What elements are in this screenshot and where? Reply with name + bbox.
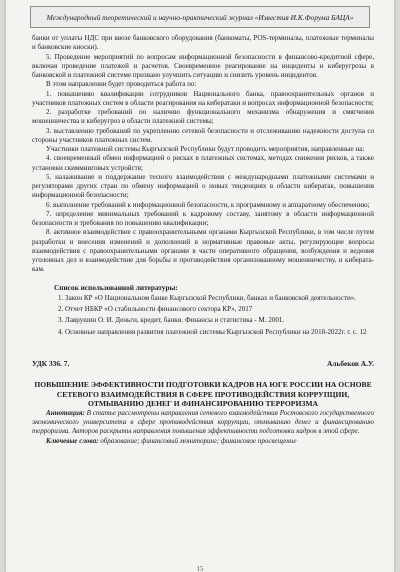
keywords-label: Ключевые слова: bbox=[46, 436, 99, 445]
udk-code: УДК 336. 7. bbox=[32, 358, 70, 368]
keywords-text: образование; финансовый мониторинг; финансовое просвещение bbox=[100, 436, 297, 445]
abstract-label: Аннотация: bbox=[46, 408, 85, 417]
article-title: ПОВЫШЕНИЕ ЭФФЕКТИВНОСТИ ПОДГОТОВКИ КАДРОВ НА ЮГЕ РОССИИ НА ОСНОВЕ СЕТЕВОГО ВЗАИМОДЕЙСТВИЯ В СФЕРЕ ПРОТИВОДЕЙСТВИЯ КОРРУПЦИИ, ОТМЫВАНИЮ ДЕНЕГ И ФИНАНСИРОВАНИЮ ТЕРРОРИЗМА bbox=[34, 380, 372, 409]
paragraph: 2. разработке требований по наличию функционального механизма обнаружения и смягчения мошенничества и киберугроз в области платежной системы; bbox=[32, 108, 374, 126]
reference-item: 3. Лаврушин О. И. Деньги, кредит, банки. Финансы и статистика - М. 2001. bbox=[58, 316, 285, 325]
paragraph: 1. повышению квалификации сотрудников Национального банка, правоохранительных органов и участников платежных систем в области реагирования на кибератаки и вопросах информационной безопасности; bbox=[32, 89, 374, 107]
running-header: Международный теоретический и научно-практический журнал «Известия И.К.Форума БАЦА» bbox=[30, 6, 370, 28]
abstract-text: В статье рассмотрены направления сетевого взаимодействия Ростовского государственного экономического университета в сфере противодействия коррупции, отмыванию денег и финансированию терроризма. Авторов раскрыты направления повышения эффективности подготовки кадров в этой сфере. bbox=[32, 408, 374, 436]
paragraph: Участники платежной системы Кыргызской Республики будут проводить мероприятия, направленные на: bbox=[46, 145, 365, 153]
keywords bbox=[32, 437, 374, 446]
abstract bbox=[32, 409, 374, 437]
paragraph: банки от уплаты НДС при ввозе банковского оборудования (банкоматы, POS-терминалы, платежные терминалы и банковские киоски). bbox=[32, 34, 374, 52]
references-list bbox=[32, 294, 374, 337]
paragraph: 6. выполнение требований к информационной безопасности, к программному и аппаратному обеспечению; bbox=[46, 200, 370, 209]
reference-item: 2. Отчет НБКР «О стабильности финансового сектора КР», 2017 bbox=[58, 305, 253, 313]
reference-item: 1. Закон КР «О Национальном банке Кыргызской Республики, банках и банковской деятельности». bbox=[58, 293, 357, 302]
journal-page bbox=[6, 0, 394, 572]
page-number: 15 bbox=[196, 566, 204, 572]
paragraph: 4. своевременный обмен информацией о рисках в платежных системах, методах снижения рисков, а также установки скиммииговых устройств; bbox=[32, 154, 374, 172]
paragraph: 8. активное взаимодействие с правоохранительными органами Кыргызской Республики, в том числе путем разработки и внесения изменений и дополнений в нормативные правовые акты, регулирующие вопросы взаимодействия с правоохранительными органами в части оперативного обращения, возбуждения и ведения уголовных дел и взаимодействие для борьбы и противодействия организованному мошенничеству, и кибератакам. bbox=[32, 228, 374, 274]
paragraph: 5. Проведение мероприятий по вопросам информационной безопасности в финансово-кредитной сфере, включая проведение платежей и расчетов. Своевременное реагирование на инциденты и киберугрозы в банковской и платежной системе призвано улучшить ситуацию и снизить уровень инцидентов. bbox=[32, 52, 374, 79]
article-meta bbox=[32, 359, 374, 368]
paragraph: 3. выставлению требований по укреплению сетевой безопасности и отслеживанию надежности доступа со стороны участников платежных систем. bbox=[32, 126, 374, 144]
paragraph: 5. налаживание и поддержание тесного взаимодействия с международными платежными системами и регуляторами других стран по обмену информацией о новых тенденциях в области кибератак, повышения информационной безопасности; bbox=[32, 172, 374, 200]
author-name: Альбеков А.У. bbox=[326, 358, 374, 368]
page-body bbox=[32, 34, 374, 446]
references-title: Список использованной литературы: bbox=[54, 282, 178, 292]
paragraph: В этом направлении будет проводиться работа по: bbox=[46, 80, 197, 89]
reference-item: 4. Основные направления развития платежной системы Кыргызской Республики на 2018-2022г. г. с. 12 bbox=[58, 327, 367, 336]
paragraph: 7. определение минимальных требований к кадровому составу, занятому в области информационной безопасности и требования по повышению квалификации; bbox=[32, 209, 374, 227]
